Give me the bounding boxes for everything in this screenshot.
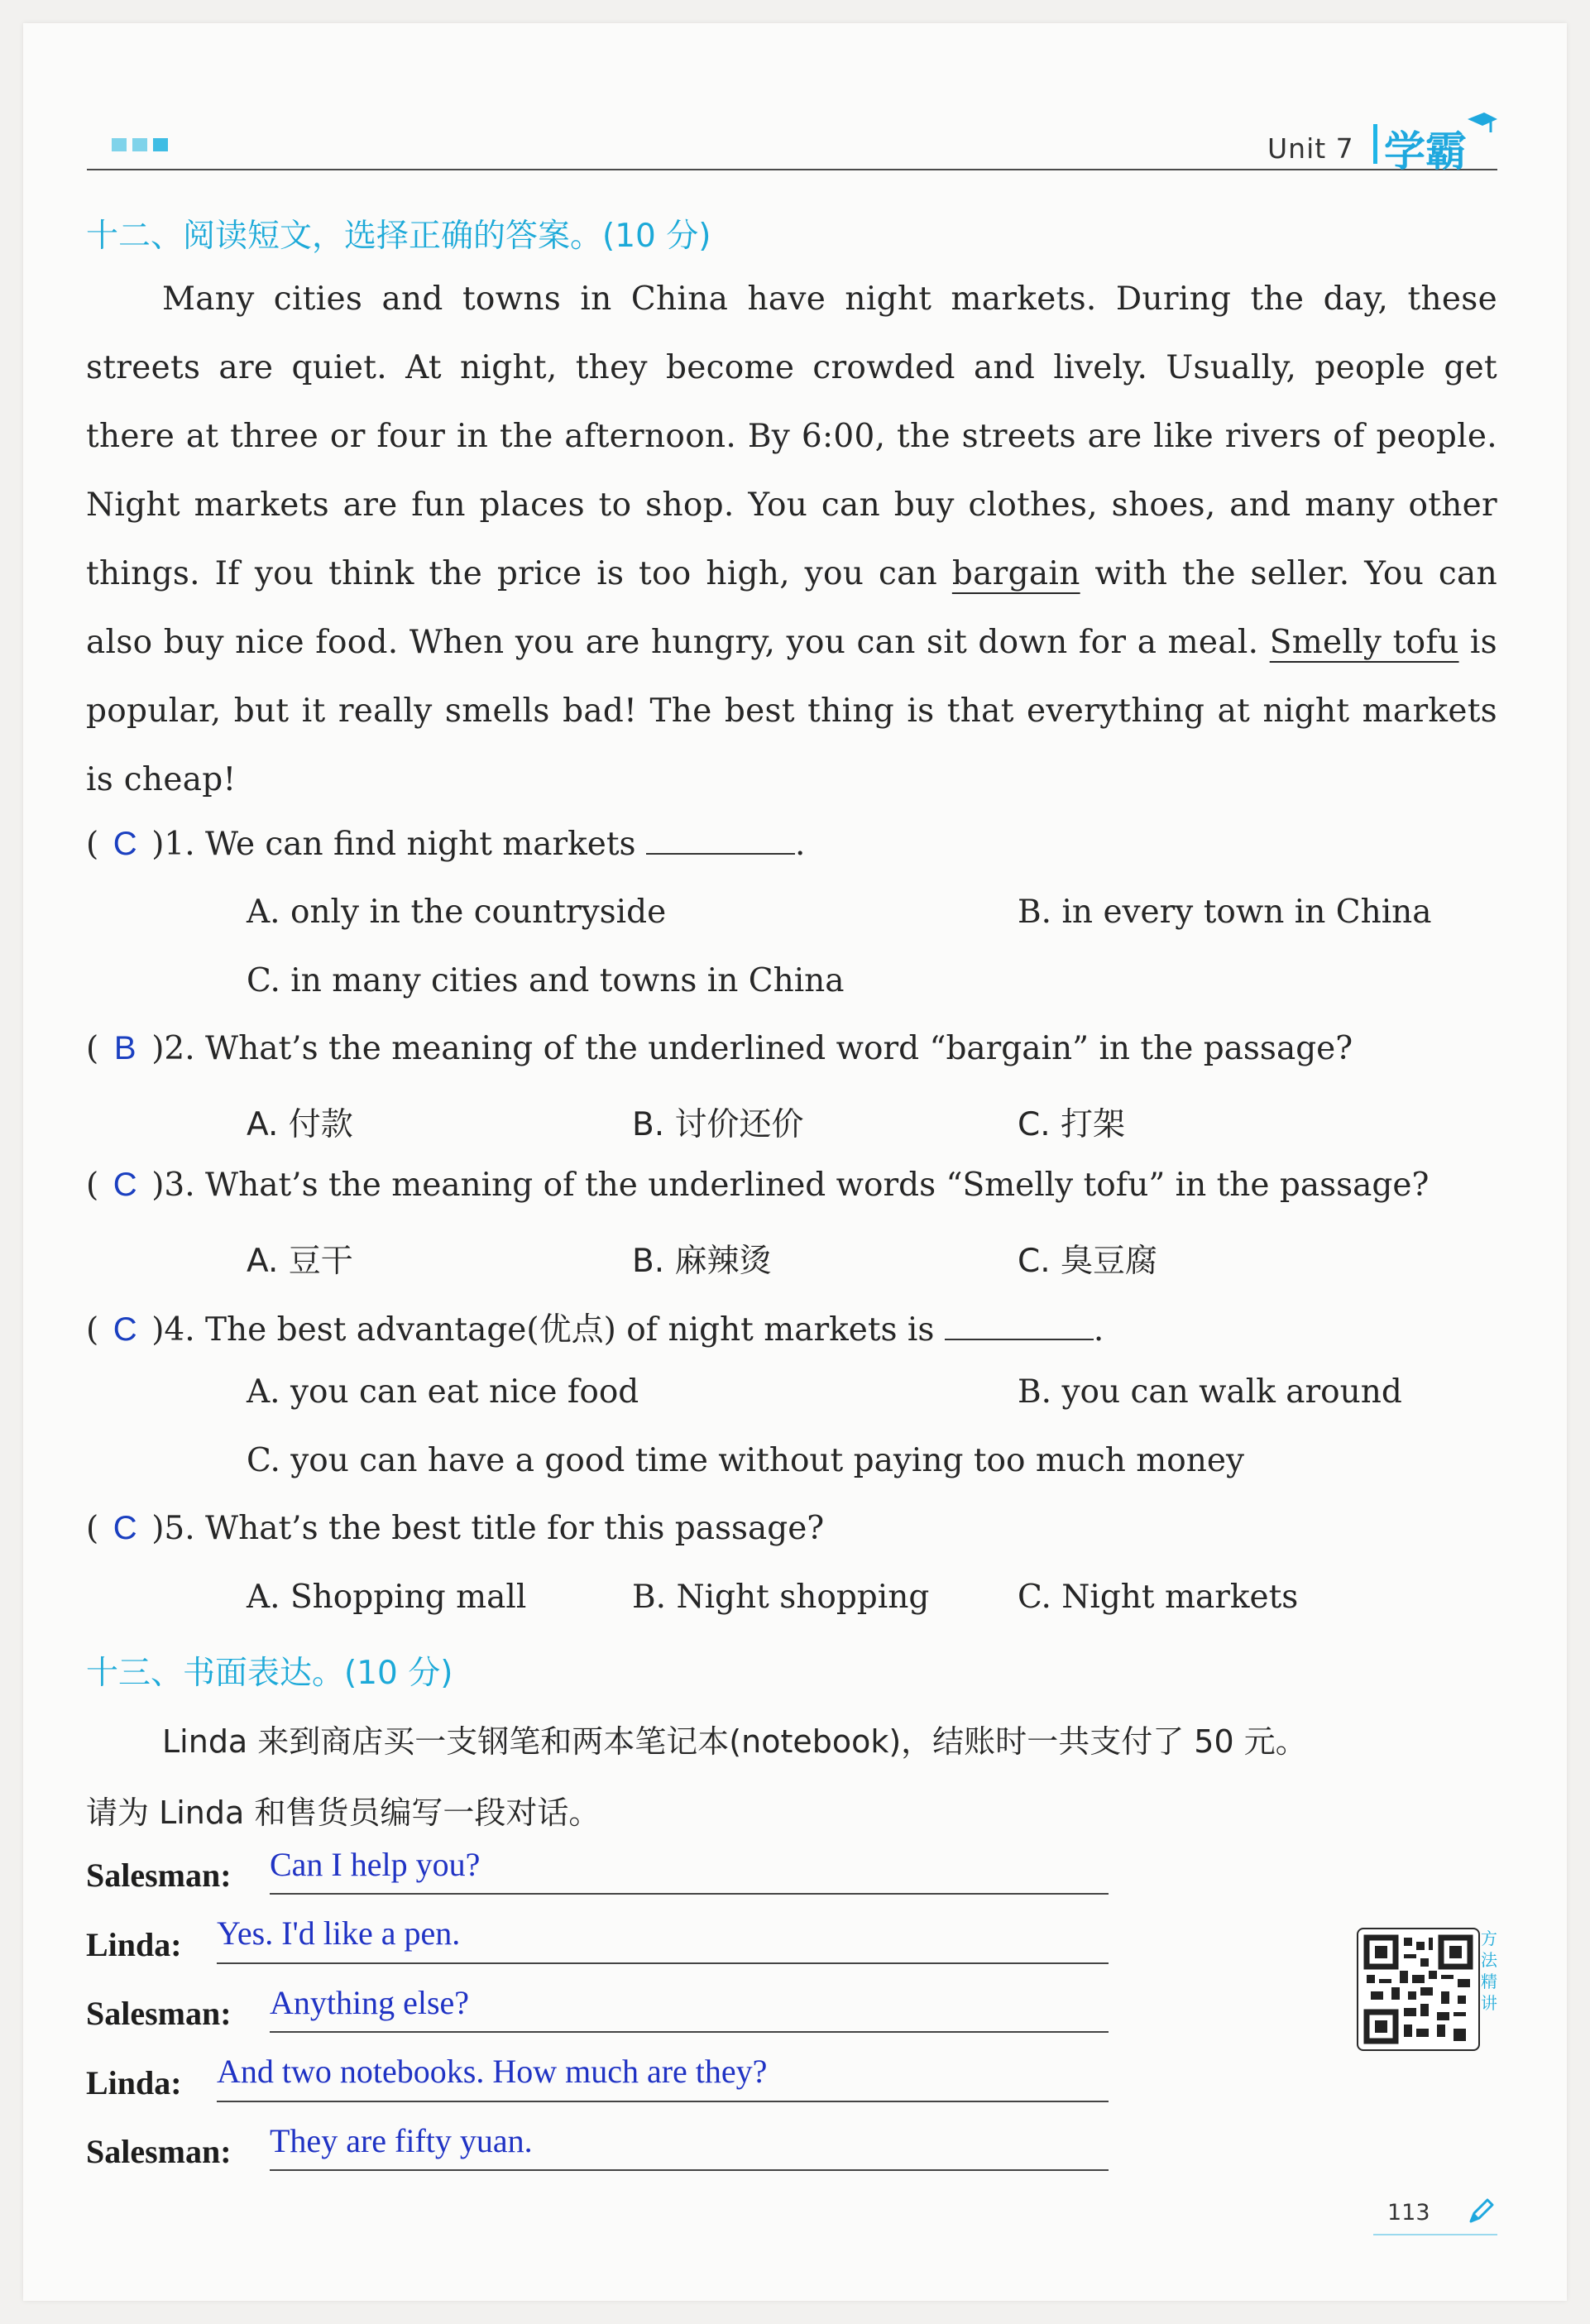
passage-part-3: is popular, but it really smells bad! The best thing is that everything at night markets is cheap! bbox=[86, 624, 1497, 798]
answer-paren-open: ( bbox=[86, 1167, 99, 1204]
pencil-icon bbox=[1466, 2197, 1496, 2226]
dialogue-line-5: They are fifty yuan. bbox=[270, 2122, 533, 2159]
page-number-rule bbox=[1373, 2234, 1497, 2235]
brand-logo: 学霸 bbox=[1384, 127, 1467, 175]
unit-label: Unit 7 bbox=[1267, 132, 1354, 165]
underlined-words-smelly-tofu: Smelly tofu bbox=[1269, 624, 1459, 661]
answer-line bbox=[270, 2169, 1109, 2171]
header-square-3 bbox=[153, 138, 168, 151]
question-1-text: )1. We can find night markets bbox=[151, 826, 646, 863]
answer-blank bbox=[646, 828, 795, 855]
dialogue-speaker-5: Salesman: bbox=[86, 2133, 232, 2170]
qr-code[interactable] bbox=[1357, 1928, 1480, 2051]
writing-prompt-line-2: 请为 Linda 和售货员编写一段对话。 bbox=[86, 1795, 601, 1831]
q5-option-c: C. Night markets bbox=[1018, 1579, 1299, 1616]
writing-prompt-line-1: Linda 来到商店买一支钢笔和两本笔记本(notebook)，结账时一共支付了 50 元。 bbox=[162, 1723, 1307, 1760]
dialogue-line-2: Yes. I'd like a pen. bbox=[217, 1914, 461, 1952]
answer-2: B bbox=[113, 1030, 136, 1066]
q2-option-a: A. 付款 bbox=[247, 1106, 353, 1143]
answer-5: C bbox=[113, 1510, 137, 1546]
dialogue-line-3: Anything else? bbox=[270, 1984, 470, 2021]
answer-paren-open: ( bbox=[86, 1311, 99, 1349]
graduation-cap-icon bbox=[1466, 109, 1499, 137]
section-13-title: 十三、书面表达。(10 分) bbox=[86, 1655, 453, 1692]
question-2-text: )2. What’s the meaning of the underlined word “bargain” in the passage? bbox=[151, 1030, 1353, 1067]
question-3 bbox=[86, 1167, 1429, 1204]
passage-part-2: with the seller. You can also buy nice food. When you are hungry, you can sit down for a meal. bbox=[86, 555, 1497, 661]
q1-option-c: C. in many cities and towns in China bbox=[247, 962, 845, 999]
q2-option-c: C. 打架 bbox=[1018, 1106, 1126, 1143]
question-2 bbox=[86, 1030, 1353, 1067]
dialogue-speaker-2: Linda: bbox=[86, 1926, 182, 1963]
answer-paren-open: ( bbox=[86, 1510, 99, 1547]
q4-option-a: A. you can eat nice food bbox=[247, 1373, 639, 1411]
brand-divider bbox=[1373, 124, 1377, 164]
question-3-text: )3. What’s the meaning of the underlined words “Smelly tofu” in the passage? bbox=[151, 1167, 1430, 1204]
answer-blank bbox=[945, 1314, 1094, 1340]
header-rule bbox=[87, 169, 1497, 170]
answer-line bbox=[217, 1962, 1109, 1964]
dialogue-line-1: Can I help you? bbox=[270, 1846, 481, 1883]
q5-option-a: A. Shopping mall bbox=[247, 1579, 527, 1616]
answer-paren-open: ( bbox=[86, 1030, 99, 1067]
reading-passage bbox=[86, 265, 1497, 814]
dialogue-line-4: And two notebooks. How much are they? bbox=[217, 2053, 768, 2090]
qr-code-icon bbox=[1358, 1929, 1478, 2049]
q4-option-b: B. you can walk around bbox=[1018, 1373, 1402, 1411]
q3-option-c: C. 臭豆腐 bbox=[1018, 1243, 1158, 1280]
section-12-title: 十二、阅读短文，选择正确的答案。(10 分) bbox=[86, 218, 711, 255]
dialogue-speaker-3: Salesman: bbox=[86, 1995, 232, 2032]
question-1-end: . bbox=[794, 826, 806, 863]
passage-part-1: Many cities and towns in China have night markets. During the day, these streets are quiet. At night, they become crowded and lively. Usually, people get there at three or four in the afternoon. By 6:00, the streets are like rivers of people. Night markets are fun places to shop. You can buy clothes, shoes, and many other things. If you think the price is too high, you can bbox=[86, 280, 1497, 592]
q5-option-b: B. Night shopping bbox=[632, 1579, 930, 1616]
page-number: 113 bbox=[1387, 2200, 1430, 2226]
q4-option-c: C. you can have a good time without paying too much money bbox=[247, 1442, 1244, 1479]
header-square-2 bbox=[132, 138, 147, 151]
header-square-1 bbox=[112, 138, 127, 151]
dialogue-speaker-4: Linda: bbox=[86, 2064, 182, 2101]
dialogue-speaker-1: Salesman: bbox=[86, 1857, 232, 1894]
underlined-word-bargain: bargain bbox=[951, 555, 1080, 592]
answer-line bbox=[217, 2101, 1109, 2102]
qr-label: 方法精讲 bbox=[1481, 1929, 1497, 2013]
question-5-text: )5. What’s the best title for this passage? bbox=[151, 1510, 825, 1547]
question-4-end: . bbox=[1093, 1311, 1104, 1349]
answer-1: C bbox=[113, 826, 137, 862]
question-4 bbox=[86, 1304, 1104, 1350]
q2-option-b: B. 讨价还价 bbox=[632, 1106, 804, 1143]
question-4-text: )4. The best advantage(优点) of night markets is bbox=[151, 1311, 945, 1349]
answer-line bbox=[270, 2031, 1109, 2033]
answer-line bbox=[270, 1893, 1109, 1895]
q3-option-b: B. 麻辣烫 bbox=[632, 1243, 772, 1280]
q1-option-b: B. in every town in China bbox=[1018, 894, 1432, 931]
q1-option-a: A. only in the countryside bbox=[247, 894, 667, 931]
question-1 bbox=[86, 826, 805, 863]
answer-3: C bbox=[113, 1167, 137, 1203]
answer-paren-open: ( bbox=[86, 826, 99, 863]
answer-4: C bbox=[113, 1311, 137, 1348]
question-5 bbox=[86, 1510, 824, 1547]
q3-option-a: A. 豆干 bbox=[247, 1243, 353, 1280]
